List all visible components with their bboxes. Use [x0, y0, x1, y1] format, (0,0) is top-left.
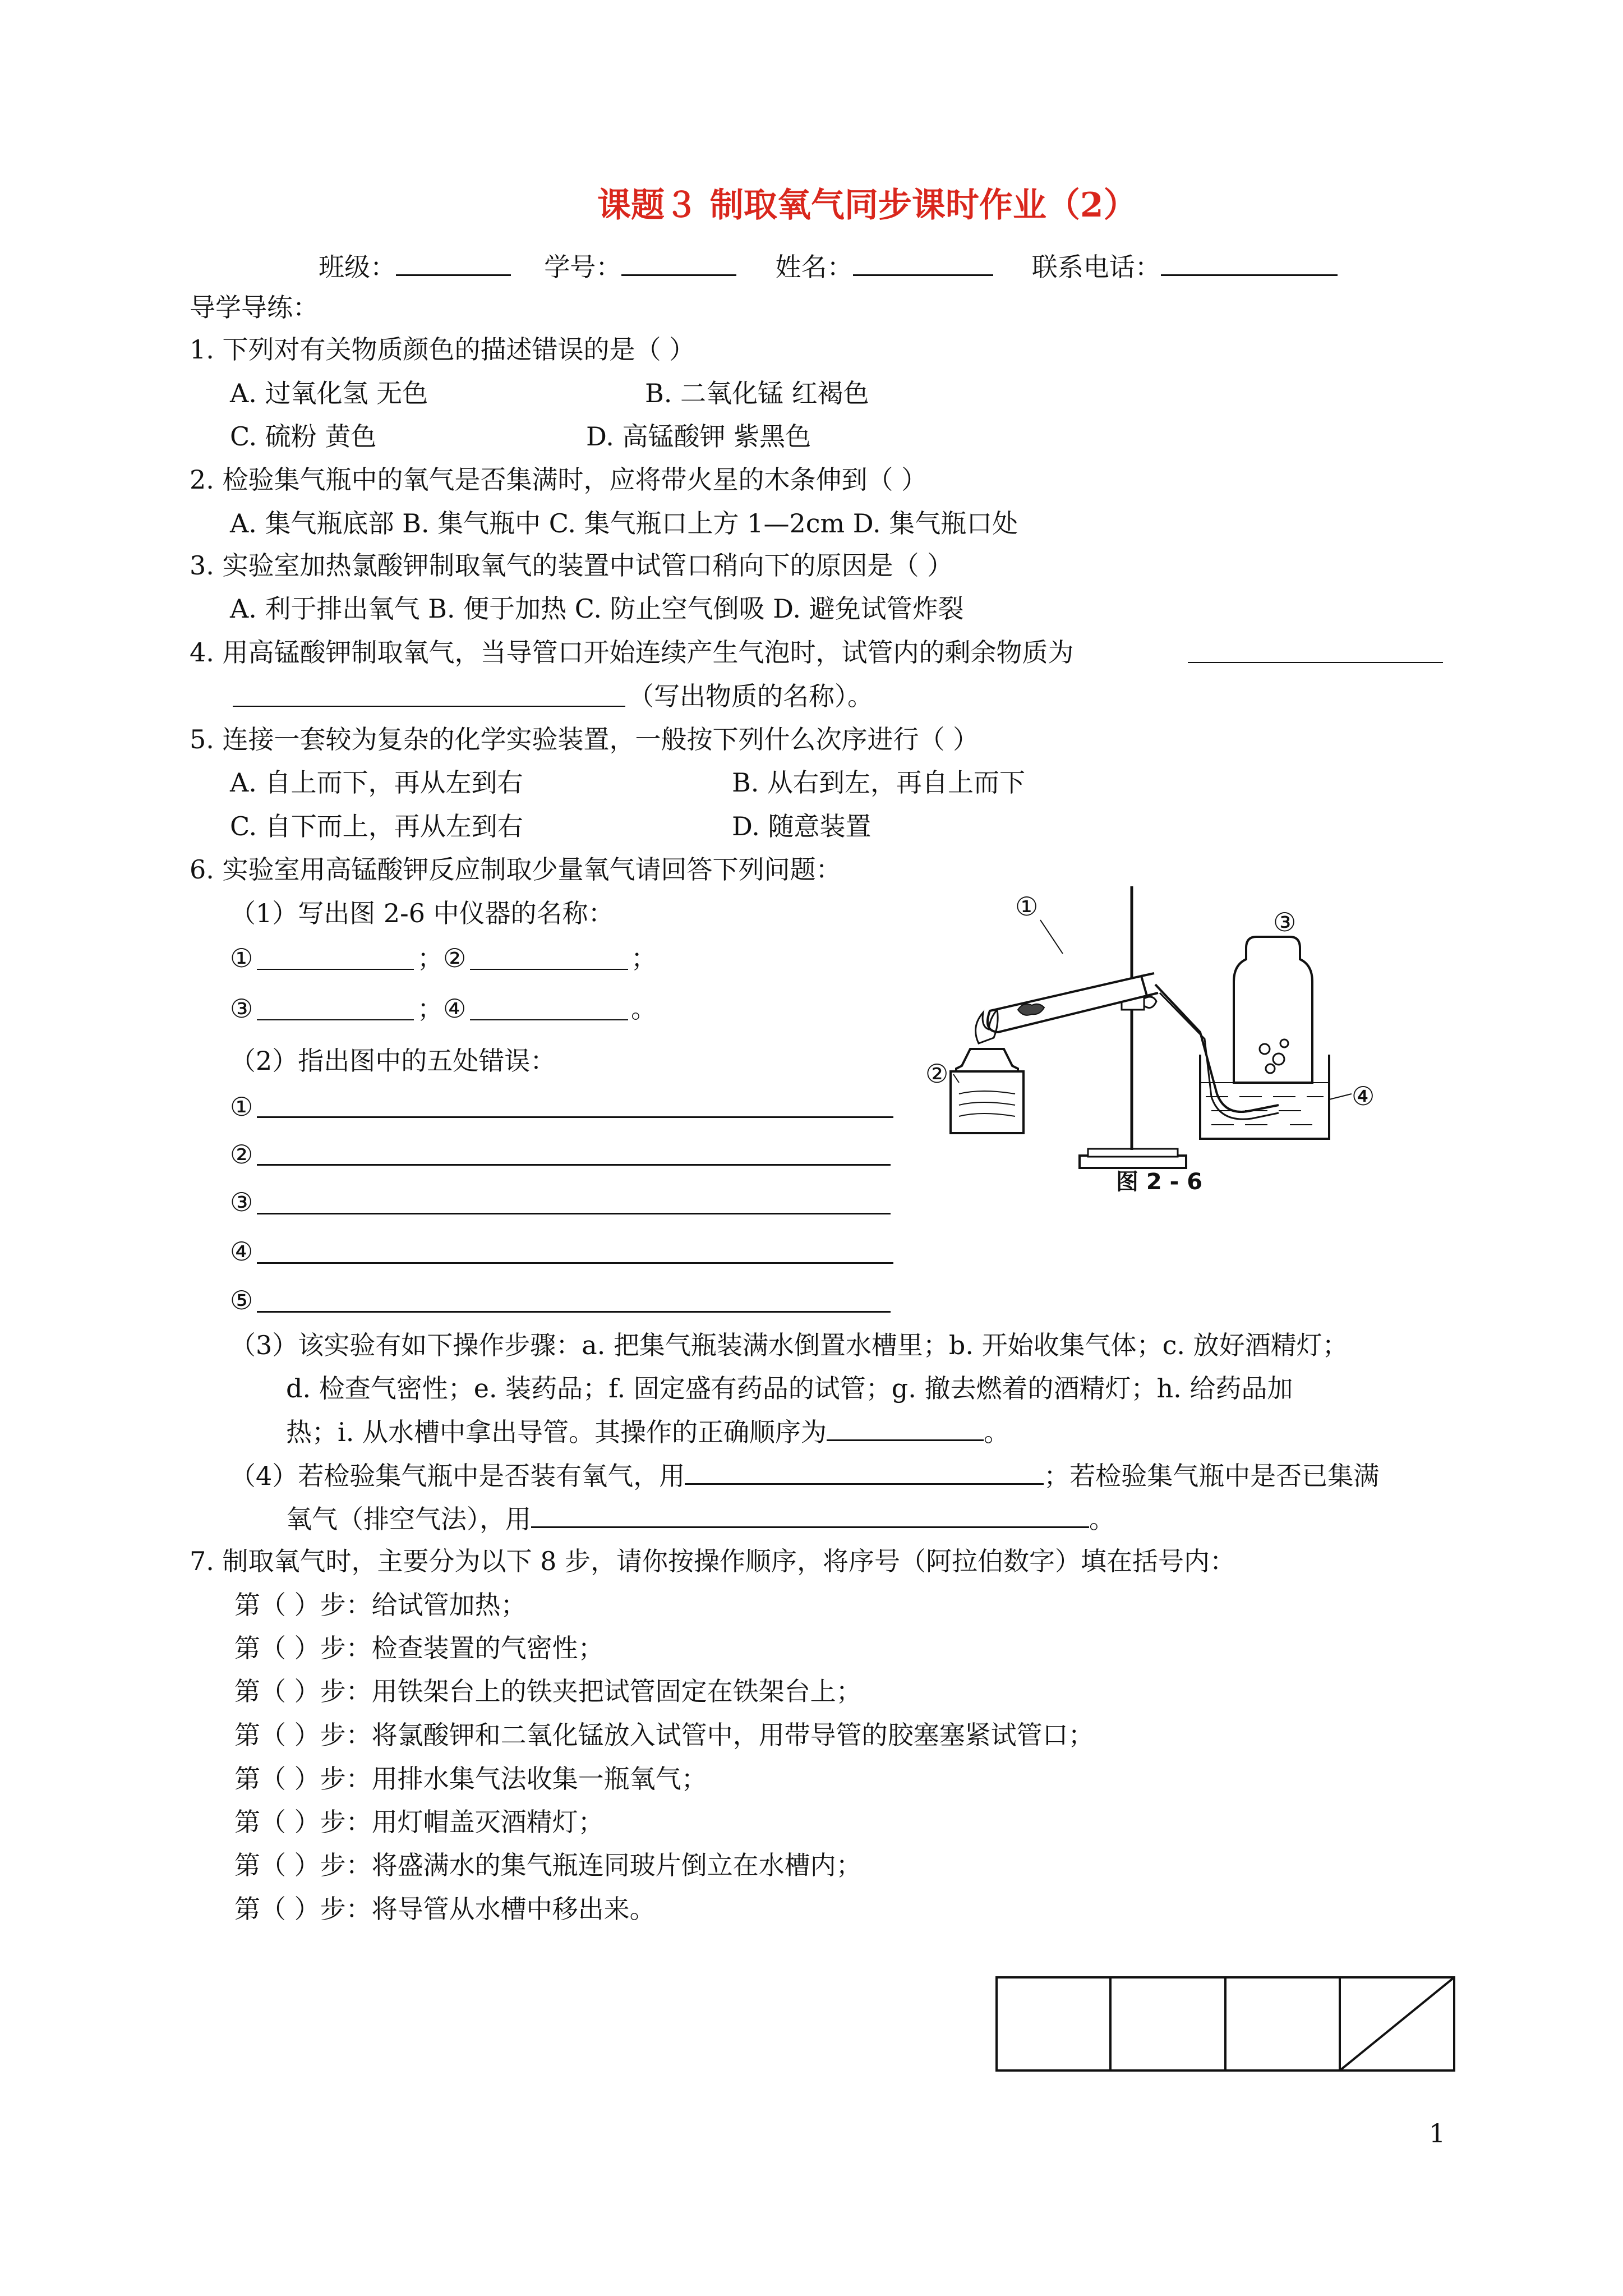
q6-error-2-label: ② [230, 1139, 253, 1170]
q6-part3-line3-text: 热；i. 从水槽中拿出导管。其操作的正确顺序为 [286, 1417, 827, 1447]
q6-error-5-line[interactable] [257, 1311, 891, 1313]
q6-instrument-3-blank[interactable] [257, 1019, 414, 1020]
q7-step: 第（ ）步：给试管加热； [234, 1590, 527, 1620]
q1-option-c: C. 硫粉 黄色 [230, 421, 377, 452]
q6-full-test-blank[interactable] [531, 1526, 1089, 1528]
q6-separator-1: ； [417, 943, 443, 973]
figure-caption: 图 2 - 6 [1116, 1169, 1203, 1195]
q6-part4-line1-tail: ；若检验集气瓶中是否已集满 [1044, 1461, 1380, 1491]
q6-part3-line1: （3）该实验有如下操作步骤：a. 把集气瓶装满水倒置水槽里；b. 开始收集气体；c. 放好酒精灯； [230, 1330, 1348, 1360]
name-blank[interactable] [853, 274, 993, 276]
q2-stem: 2. 检验集气瓶中的氧气是否集满时，应将带火星的木条伸到（ ） [190, 464, 928, 495]
q1-option-b: B. 二氧化锰 红褐色 [645, 378, 869, 408]
q6-part4-line2-end: 。 [1089, 1504, 1115, 1534]
q7-step: 第（ ）步：将盛满水的集气瓶连同玻片倒立在水槽内； [234, 1850, 862, 1880]
q5-option-c: C. 自下而上，再从左到右 [230, 811, 523, 841]
q7-step: 第（ ）步：将氯酸钾和二氧化锰放入试管中，用带导管的胶塞塞紧试管口； [234, 1720, 1094, 1750]
q6-stem: 6. 实验室用高锰酸钾反应制取少量氧气请回答下列问题： [190, 854, 842, 885]
q7-step: 第（ ）步：用排水集气法收集一瓶氧气； [234, 1764, 707, 1794]
q5-option-b: B. 从右到左，再自上而下 [732, 767, 1026, 798]
q4-answer-blank-2[interactable] [233, 706, 625, 707]
q6-part4-line1-text: （4）若检验集气瓶中是否装有氧气，用 [230, 1461, 685, 1491]
q6-instrument-2-blank[interactable] [470, 969, 628, 970]
q1-option-d: D. 高锰酸钾 紫黑色 [586, 421, 811, 452]
class-label: 班级： [319, 252, 396, 282]
page-title: 课题３ 制取氧气同步课时作业（2） [597, 186, 1137, 225]
q6-instrument-4-blank[interactable] [470, 1019, 628, 1020]
q6-instrument-4-label: ④ [443, 993, 467, 1024]
q6-error-1-label: ① [230, 1092, 253, 1122]
phone-blank[interactable] [1161, 274, 1338, 276]
q6-instrument-1-label: ① [230, 943, 253, 973]
figure-label-1: ① [1015, 891, 1039, 922]
q6-part3-line3-end: 。 [983, 1417, 1009, 1447]
q7-step: 第（ ）步：用铁架台上的铁夹把试管固定在铁架台上； [234, 1676, 862, 1706]
figure-label-2: ② [925, 1059, 949, 1089]
phone-label: 联系电话： [1031, 252, 1161, 282]
q6-error-5-label: ⑤ [230, 1285, 253, 1315]
q6-error-4-line[interactable] [257, 1262, 893, 1264]
q6-error-2-line[interactable] [257, 1164, 891, 1166]
q6-part4-line2-text: 氧气（排空气法），用 [286, 1504, 531, 1534]
info-header [319, 247, 1338, 284]
q6-part3-line3 [286, 1419, 1009, 1445]
gas-bottle [1234, 937, 1312, 1083]
q6-oxygen-test-blank[interactable] [685, 1483, 1044, 1485]
q3-options: A. 利于排出氧气 B. 便于加热 C. 防止空气倒吸 D. 避免试管炸裂 [230, 593, 964, 624]
q6-part1-prompt: （1）写出图 2-6 中仪器的名称： [230, 898, 614, 928]
q6-instrument-1-blank[interactable] [257, 969, 414, 970]
q6-period: 。 [631, 993, 657, 1024]
q6-instrument-3-label: ③ [230, 993, 253, 1024]
page-number: 1 [1429, 2118, 1446, 2148]
section-heading: 导学导练： [190, 292, 319, 323]
q6-error-4-label: ④ [230, 1236, 253, 1267]
q7-stem: 7. 制取氧气时，主要分为以下 8 步，请你按操作顺序，将序号（阿拉伯数字）填在括号内： [190, 1546, 1236, 1576]
q1-stem: 1. 下列对有关物质颜色的描述错误的是（ ） [190, 334, 695, 365]
q6-separator-3: ； [417, 993, 443, 1024]
figure-label-4: ④ [1352, 1081, 1375, 1111]
q5-option-d: D. 随意装置 [732, 811, 872, 841]
class-blank[interactable] [396, 274, 511, 276]
q7-step: 第（ ）步：检查装置的气密性； [234, 1633, 604, 1663]
q6-error-1-line[interactable] [257, 1116, 893, 1118]
q3-stem: 3. 实验室加热氯酸钾制取氧气的装置中试管口稍向下的原因是（ ） [190, 550, 953, 581]
figure-label-3: ③ [1273, 907, 1297, 937]
q6-error-3-line[interactable] [257, 1213, 891, 1214]
q6-separator-2: ； [631, 943, 657, 973]
q7-step: 第（ ）步：将导管从水槽中移出来。 [234, 1894, 656, 1924]
q6-instrument-2-label: ② [443, 943, 467, 973]
q4-stem: 4. 用高锰酸钾制取氧气，当导管口开始连续产生气泡时，试管内的剩余物质为 [190, 637, 1074, 668]
student-no-blank[interactable] [621, 274, 736, 276]
q6-part3-line2: d. 检查气密性；e. 装药品；f. 固定盛有药品的试管；g. 撤去燃着的酒精灯；h. 给药品加 [286, 1373, 1293, 1404]
q5-option-a: A. 自上而下，再从左到右 [230, 767, 523, 798]
q6-part4-line1 [230, 1463, 1379, 1489]
q6-part4-line2 [286, 1506, 1115, 1532]
q2-options: A. 集气瓶底部 B. 集气瓶中 C. 集气瓶口上方 1—2cm D. 集气瓶口处 [230, 508, 1018, 539]
q6-error-3-label: ③ [230, 1187, 253, 1217]
name-label: 姓名： [775, 252, 853, 282]
q1-option-a: A. 过氧化氢 无色 [230, 378, 428, 408]
q5-stem: 5. 连接一套较为复杂的化学实验装置，一般按下列什么次序进行（ ） [190, 724, 979, 754]
q4-tail: （写出物质的名称）。 [628, 681, 873, 711]
q4-answer-blank-1[interactable] [1188, 662, 1443, 663]
q7-step: 第（ ）步：用灯帽盖灭酒精灯； [234, 1807, 604, 1837]
student-no-label: 学号： [544, 252, 622, 282]
q6-order-blank[interactable] [827, 1439, 984, 1441]
apparatus-figure [920, 881, 1396, 1195]
q6-part2-prompt: （2）指出图中的五处错误： [230, 1046, 556, 1076]
score-box [995, 1976, 1455, 2072]
